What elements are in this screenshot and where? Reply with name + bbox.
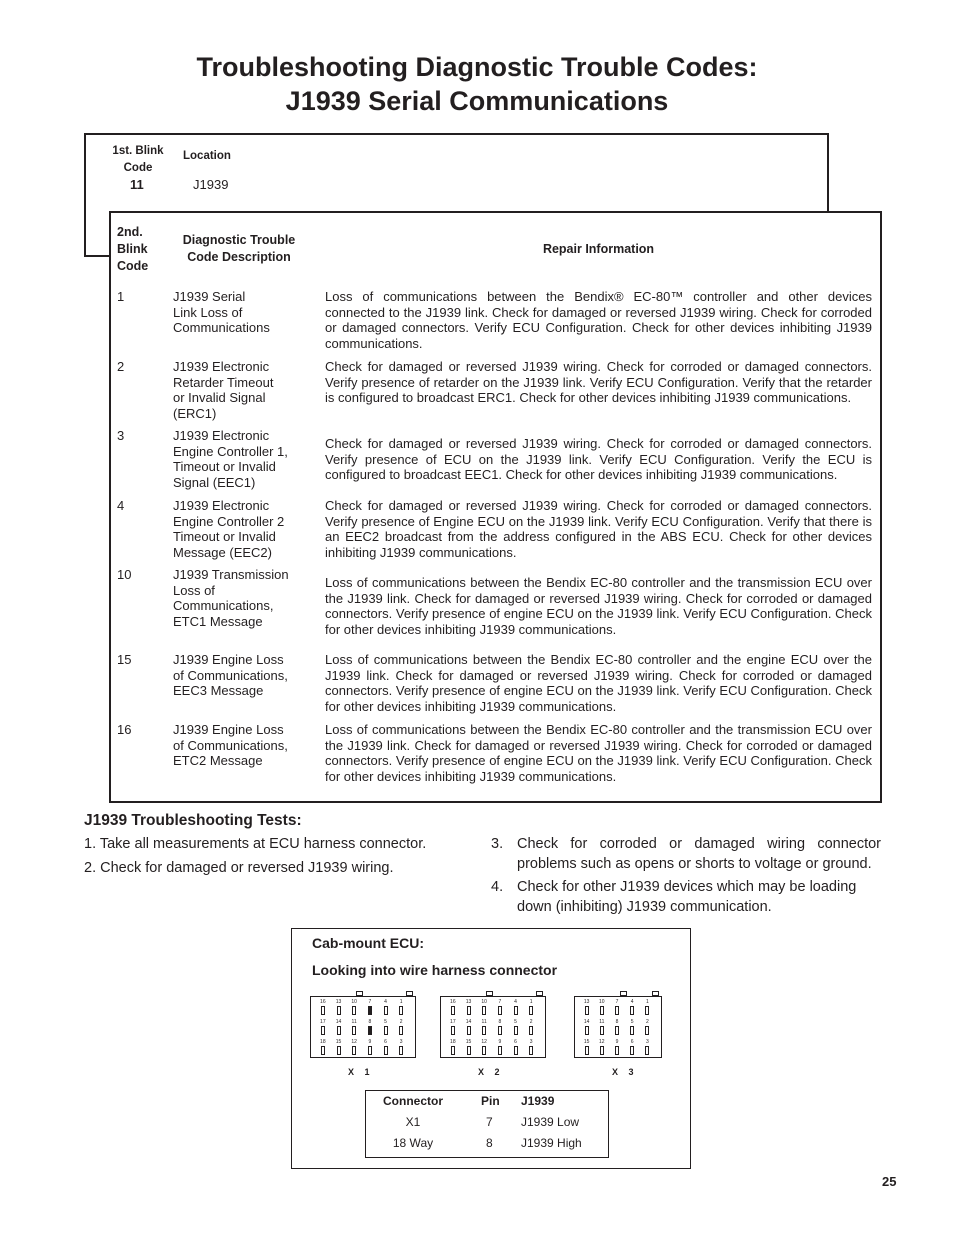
pin-number: 11: [599, 1019, 605, 1025]
pin: [399, 1046, 403, 1055]
pin-number: 13: [465, 999, 472, 1005]
pin-table: [365, 1090, 609, 1158]
pin-number: 17: [320, 1019, 326, 1025]
pin-number: 8: [498, 1019, 502, 1025]
title-line-1: Troubleshooting Diagnostic Trouble Codes:: [196, 52, 758, 82]
pin-number: 8: [368, 1019, 372, 1025]
pin: [630, 1006, 634, 1015]
pin: [337, 1026, 341, 1035]
col2-header: Diagnostic Trouble Code Description: [182, 233, 296, 264]
connector-label: X 2: [478, 1067, 504, 1077]
pin: [482, 1006, 486, 1015]
tests-heading: J1939 Troubleshooting Tests:: [84, 812, 302, 829]
pin-number: 5: [630, 1019, 634, 1025]
pin: [600, 1046, 604, 1055]
pin: [451, 1006, 455, 1015]
pin: [645, 1046, 649, 1055]
first-blink-header: 1st. Blink Code: [112, 145, 164, 174]
pin-number: 2: [399, 1019, 403, 1025]
pin-number: 15: [465, 1039, 472, 1045]
connector-latch: [620, 991, 627, 996]
row-desc: J1939 Engine Loss of Communications, ETC2 Message: [173, 722, 288, 769]
row-repair: Check for damaged or reversed J1939 wiring. Check for corroded or damaged connectors. Verify presence of Engine ECU on the J1939 link. Verify ECU Configuration. Verify that there is an EEC2 broadcast from the address configured in the ABS ECU. Check for other devices inhibiting J1939 communications.: [325, 498, 872, 561]
pin-number: 11: [481, 1019, 487, 1025]
row-desc: J1939 Transmission Loss of Communications, ETC1 Message: [173, 567, 289, 630]
pin: [467, 1046, 471, 1055]
pin-number: 12: [599, 1039, 605, 1045]
pin-number: 6: [514, 1039, 517, 1045]
pin-number: 9: [368, 1039, 372, 1045]
row-code: 10: [117, 567, 132, 582]
test-item-2: 2. Check for damaged or reversed J1939 wiring.: [84, 860, 394, 876]
pin-number: 14: [335, 1019, 342, 1025]
pin-number: 10: [481, 999, 487, 1005]
location-header: Location: [183, 150, 231, 162]
pin-number: 8: [615, 1019, 619, 1025]
pin: [645, 1026, 649, 1035]
row-code: 1: [117, 289, 125, 304]
pin-number: 4: [630, 999, 634, 1005]
pin-table-cell: 7: [486, 1115, 493, 1129]
pin-number: 7: [498, 999, 502, 1005]
connector-latch: [652, 991, 659, 996]
box1-top-border: [84, 133, 829, 135]
pin-number: 3: [529, 1039, 533, 1045]
pin: [498, 1046, 502, 1055]
row-repair: Loss of communications between the Bendix EC-80 controller and the engine ECU over the J1939 link. Check for damaged or reversed J1939 wiring. Check for corroded or damaged connectors. Verify presence of engine ECU on the J1939 link. Verify ECU Configuration. Check for other devices inhibiting J1939 communications.: [325, 652, 872, 715]
pin: [498, 1006, 502, 1015]
col3-header: Repair Information: [542, 242, 655, 256]
pin: [399, 1026, 403, 1035]
pin: [384, 1006, 388, 1015]
connector-latch: [486, 991, 493, 996]
diagram-heading-2: Looking into wire harness connector: [312, 962, 558, 978]
pin-table-header-connector: Connector: [383, 1094, 443, 1108]
connector-latch: [406, 991, 413, 996]
test-item-4-num: 4.: [491, 879, 504, 895]
pin: [321, 1026, 325, 1035]
pin: [321, 1046, 325, 1055]
row-code: 2: [117, 359, 125, 374]
pin-table-cell: J1939 Low: [521, 1115, 580, 1129]
test-item-3-num: 3.: [491, 836, 504, 852]
pin-number: 13: [335, 999, 342, 1005]
pin: [352, 1026, 356, 1035]
test-item-4: Check for other J1939 devices which may be loading down (inhibiting) J1939 communication.: [517, 879, 857, 915]
diagram-heading-1: Cab-mount ECU:: [312, 935, 424, 951]
pin: [384, 1026, 388, 1035]
row-repair: Loss of communications between the Bendix EC-80 controller and the transmission ECU over the J1939 link. Check for damaged or reversed J1939 wiring. Check for corroded or damaged connectors. Verify presence of engine ECU on the J1939 link. Verify ECU Configuration. Check for other devices inhibiting J1939 communications.: [325, 722, 872, 785]
pin-number: 10: [351, 999, 357, 1005]
pin: [498, 1026, 502, 1035]
pin: [514, 1046, 518, 1055]
pin-number: 13: [583, 999, 590, 1005]
pin: [600, 1026, 604, 1035]
pin-number: 12: [481, 1039, 487, 1045]
row-desc: J1939 Engine Loss of Communications, EEC3 Message: [173, 652, 288, 699]
col1-header: 2nd. Blink Code: [117, 225, 149, 273]
title-line-2: J1939 Serial Communications: [285, 86, 669, 116]
pin: [399, 1006, 403, 1015]
pin: [368, 1026, 372, 1035]
pin-table-cell: J1939 High: [521, 1136, 582, 1150]
pin: [467, 1006, 471, 1015]
pin: [451, 1026, 455, 1035]
pin-number: 5: [514, 1019, 517, 1025]
pin-table-cell: 18 Way: [392, 1136, 434, 1150]
pin-number: 1: [399, 999, 403, 1005]
pin: [600, 1006, 604, 1015]
pin: [529, 1046, 533, 1055]
pin-number: 11: [351, 1019, 357, 1025]
pin-number: 9: [615, 1039, 619, 1045]
pin-number: 6: [630, 1039, 634, 1045]
row-code: 3: [117, 428, 125, 443]
pin-number: 17: [450, 1019, 456, 1025]
pin-number: 3: [399, 1039, 403, 1045]
row-desc: J1939 Serial Link Loss of Communications: [173, 289, 270, 336]
box1-right-border: [827, 133, 829, 212]
pin-number: 10: [599, 999, 605, 1005]
pin-number: 12: [351, 1039, 357, 1045]
row-code: 16: [117, 722, 132, 737]
box1-left-border: [84, 133, 86, 257]
pin-number: 15: [583, 1039, 590, 1045]
pin: [384, 1046, 388, 1055]
pin-number: 2: [529, 1019, 533, 1025]
connector-latch: [536, 991, 543, 996]
test-item-3: Check for corroded or damaged wiring connector problems such as opens or shorts to voltage or ground.: [517, 836, 881, 872]
pin-number: 3: [646, 1039, 649, 1045]
first-blink-code: 11: [130, 177, 144, 192]
pin: [529, 1006, 533, 1015]
pin-table-cell: 8: [486, 1136, 493, 1150]
pin: [467, 1026, 471, 1035]
pin-number: 7: [368, 999, 372, 1005]
pin-table-header-pin: Pin: [481, 1094, 500, 1108]
row-repair: Loss of communications between the Bendix EC-80 controller and the transmission ECU over the J1939 link. Check for damaged or reversed J1939 wiring. Check for corroded or damaged connectors. Verify presence of engine ECU on the J1939 link. Verify ECU Configuration. Check for other devices inhibiting J1939 communications.: [325, 575, 872, 638]
pin: [529, 1026, 533, 1035]
pin: [585, 1026, 589, 1035]
pin-number: 2: [646, 1019, 649, 1025]
pin-number: 15: [335, 1039, 342, 1045]
pin: [337, 1006, 341, 1015]
pin: [630, 1026, 634, 1035]
pin: [321, 1006, 325, 1015]
pin-number: 4: [514, 999, 517, 1005]
pin-number: 1: [529, 999, 533, 1005]
pin-number: 4: [384, 999, 387, 1005]
pin-number: 6: [384, 1039, 387, 1045]
pin: [337, 1046, 341, 1055]
pin: [482, 1046, 486, 1055]
pin-number: 18: [450, 1039, 456, 1045]
row-code: 4: [117, 498, 125, 513]
pin: [352, 1046, 356, 1055]
row-desc: J1939 Electronic Retarder Timeout or Invalid Signal (ERC1): [173, 359, 274, 422]
page-title: [0, 50, 954, 118]
pin: [368, 1046, 372, 1055]
location-value: J1939: [193, 177, 229, 192]
connector-latch: [356, 991, 363, 996]
pin: [482, 1026, 486, 1035]
pin-number: 5: [384, 1019, 387, 1025]
pin-number: 1: [646, 999, 649, 1005]
pin: [585, 1006, 589, 1015]
pin-number: 9: [498, 1039, 502, 1045]
pin-table-cell: X1: [405, 1115, 421, 1129]
row-repair: Loss of communications between the Bendix® EC-80™ controller and other devices connected to the J1939 link. Check for damaged or reversed J1939 wiring. Check for corroded or damaged connectors. Verify ECU Configuration. Check for other devices inhibiting J1939 communications.: [325, 289, 872, 352]
pin: [368, 1006, 372, 1015]
pin-number: 14: [465, 1019, 472, 1025]
row-desc: J1939 Electronic Engine Controller 2 Timeout or Invalid Message (EEC2): [173, 498, 285, 561]
pin: [585, 1046, 589, 1055]
row-repair: Check for damaged or reversed J1939 wiring. Check for corroded or damaged connectors. Verify presence of retarder on the J1939 link. Verify ECU Configuration. Verify that the retarder is configured to broadcast ERC1. Check for other devices inhibiting J1939 communications.: [325, 359, 872, 406]
box1-bottom-border: [84, 255, 110, 257]
pin: [451, 1046, 455, 1055]
pin-number: 16: [320, 999, 326, 1005]
pin-number: 14: [583, 1019, 590, 1025]
pin: [615, 1006, 619, 1015]
pin: [630, 1046, 634, 1055]
pin: [615, 1026, 619, 1035]
test-item-1: 1. Take all measurements at ECU harness connector.: [84, 836, 427, 852]
pin-number: 18: [320, 1039, 326, 1045]
connector-label: X 3: [612, 1067, 638, 1077]
pin: [514, 1006, 518, 1015]
row-desc: J1939 Electronic Engine Controller 1, Timeout or Invalid Signal (EEC1): [173, 428, 288, 491]
pin: [645, 1006, 649, 1015]
page-number: 25: [882, 1174, 897, 1189]
pin-table-header-j1939: J1939: [521, 1094, 555, 1108]
pin-number: 7: [615, 999, 619, 1005]
row-repair: Check for damaged or reversed J1939 wiring. Check for corroded or damaged connectors. Verify presence of ECU on the J1939 link. Verify ECU Configuration. Verify the ECU is configured to broadcast EEC1. Check for other devices inhibiting J1939 communications.: [325, 436, 872, 483]
row-code: 15: [117, 652, 132, 667]
pin: [514, 1026, 518, 1035]
connector-label: X 1: [348, 1067, 374, 1077]
pin-number: 16: [450, 999, 456, 1005]
pin: [615, 1046, 619, 1055]
pin: [352, 1006, 356, 1015]
